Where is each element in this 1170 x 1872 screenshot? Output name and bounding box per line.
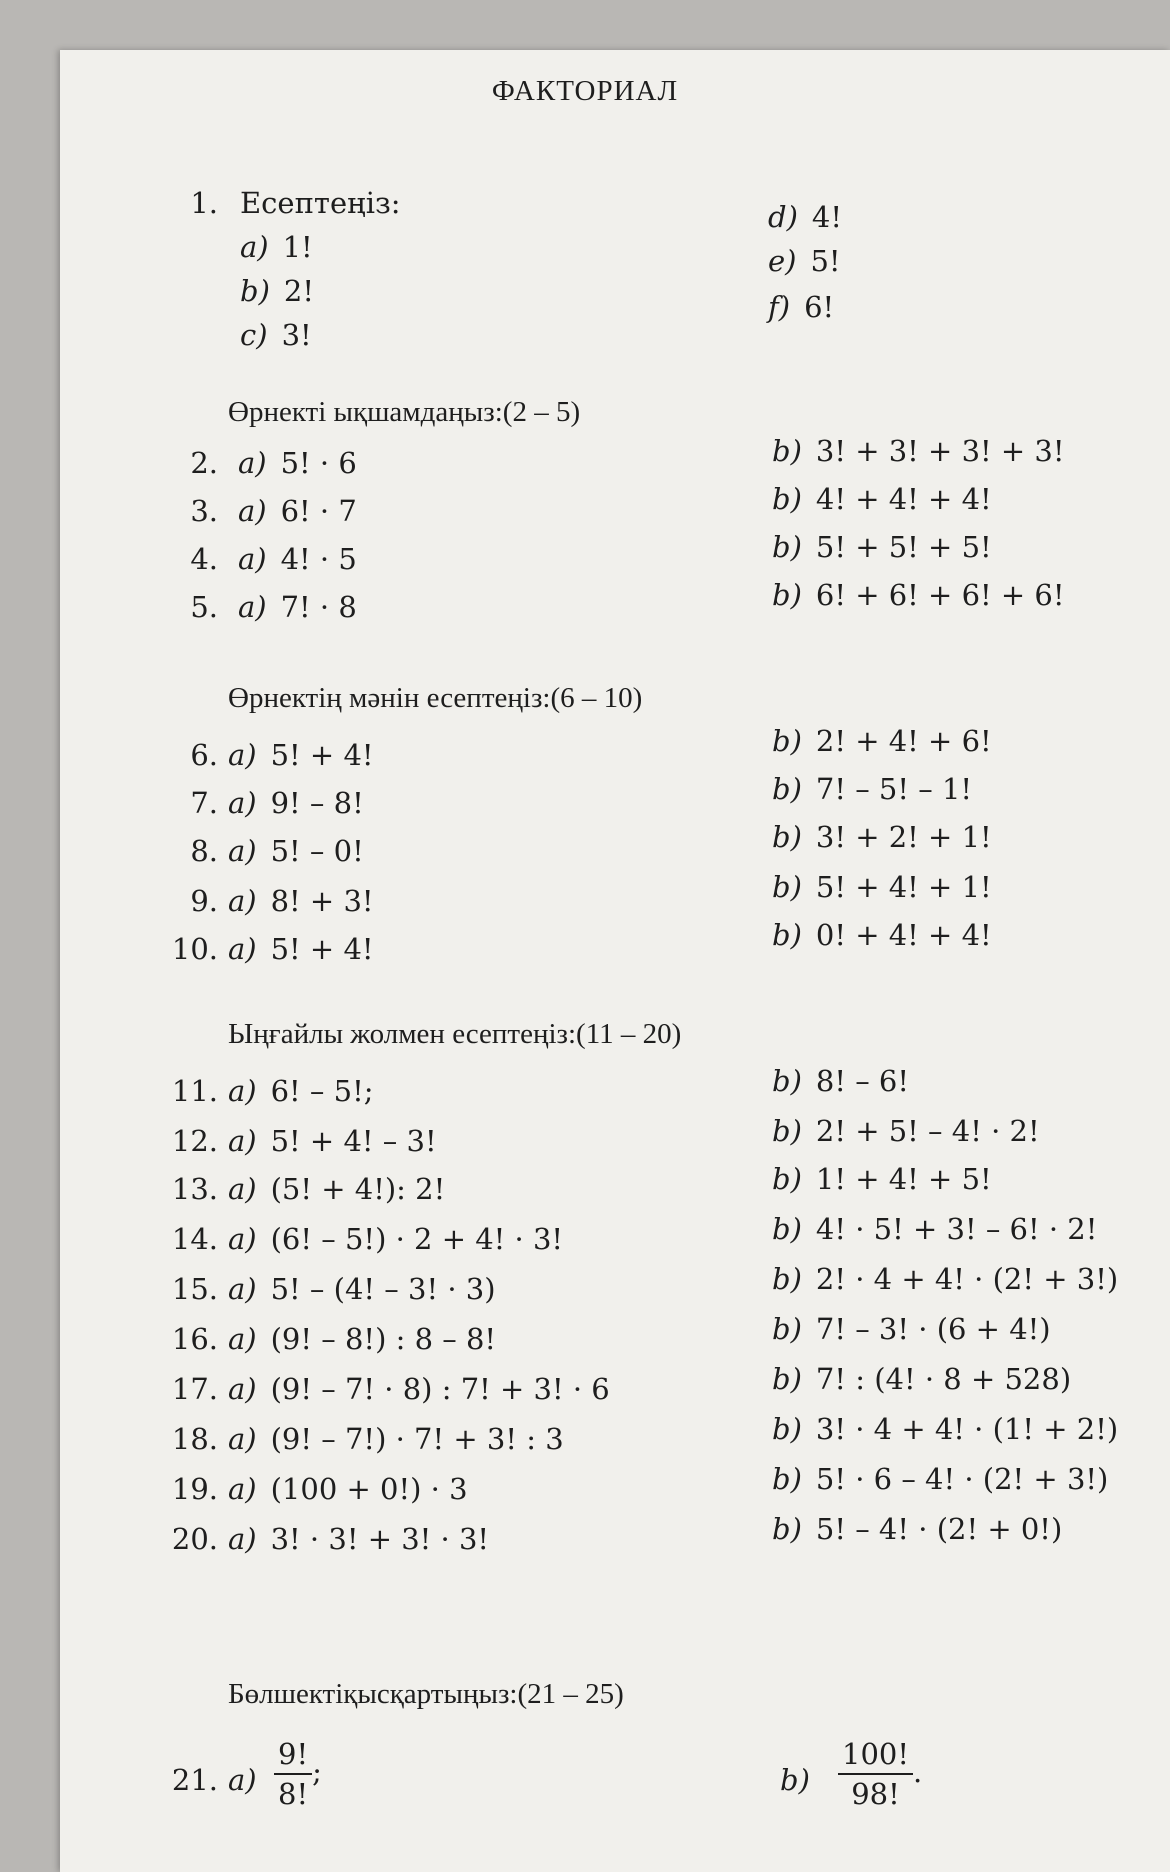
part-b-expression: 0! + 4! + 4! bbox=[815, 918, 992, 952]
problem-number: 1. bbox=[190, 186, 218, 220]
item-label: a) bbox=[228, 1763, 257, 1797]
problem-number: 9. bbox=[190, 884, 218, 918]
item-label: a) bbox=[238, 446, 267, 480]
problem-row bbox=[0, 1064, 1170, 1114]
item-label: a) bbox=[228, 1222, 257, 1256]
problem-row bbox=[0, 482, 1170, 534]
part-b-expression: 4! · 5! + 3! – 6! · 2! bbox=[815, 1212, 1098, 1246]
item-label: b) bbox=[772, 530, 802, 564]
part-b-expression: 6! + 6! + 6! + 6! bbox=[815, 578, 1065, 612]
problem-number: 11. bbox=[171, 1074, 218, 1108]
item-label: b) bbox=[772, 578, 802, 612]
part-b-expression: 3! + 3! + 3! + 3! bbox=[815, 434, 1065, 468]
fraction-a bbox=[274, 1735, 312, 1813]
item-label: b) bbox=[772, 772, 802, 806]
fraction-numerator: 9! bbox=[274, 1735, 312, 1775]
part-a-expression: 5! + 4! bbox=[270, 932, 374, 966]
problem-row bbox=[0, 1162, 1170, 1212]
item-label: a) bbox=[240, 230, 269, 264]
problem-row bbox=[0, 1512, 1170, 1562]
part-a-expression: 5! – (4! – 3! · 3) bbox=[270, 1272, 496, 1306]
problem-number: 13. bbox=[171, 1172, 218, 1206]
item-label: a) bbox=[228, 1422, 257, 1456]
item-label: b) bbox=[772, 724, 802, 758]
problem-21-row bbox=[0, 1735, 1170, 1835]
problem-number: 5. bbox=[190, 590, 218, 624]
item-expression: 2! bbox=[283, 274, 314, 308]
item-label: a) bbox=[228, 1322, 257, 1356]
problem-row bbox=[0, 1114, 1170, 1164]
item-label: a) bbox=[228, 932, 257, 966]
part-a-expression: 6! – 5!; bbox=[270, 1074, 374, 1108]
item-label: a) bbox=[228, 1272, 257, 1306]
part-b-expression: 4! + 4! + 4! bbox=[815, 482, 992, 516]
part-b-expression: 2! + 4! + 6! bbox=[815, 724, 992, 758]
item-label: a) bbox=[228, 1172, 257, 1206]
item-label: d) bbox=[768, 200, 798, 234]
problem-1-prompt: Есептеңіз: bbox=[240, 186, 401, 220]
part-b-expression: 5! + 5! + 5! bbox=[815, 530, 992, 564]
item-label: e) bbox=[768, 244, 797, 278]
fraction-b bbox=[838, 1735, 913, 1813]
part-b-expression: 1! + 4! + 5! bbox=[815, 1162, 992, 1196]
problem-number: 3. bbox=[190, 494, 218, 528]
item-label: a) bbox=[228, 1522, 257, 1556]
problem-row bbox=[0, 578, 1170, 630]
part-b-expression: 5! – 4! · (2! + 0!) bbox=[815, 1512, 1063, 1546]
item-label: a) bbox=[228, 884, 257, 918]
part-b-expression: 7! : (4! · 8 + 528) bbox=[815, 1362, 1072, 1396]
problem-row bbox=[0, 1412, 1170, 1462]
item-label: a) bbox=[238, 494, 267, 528]
problem-number: 7. bbox=[190, 786, 218, 820]
problem-1-item-d bbox=[0, 200, 1170, 240]
item-label: b) bbox=[772, 1262, 802, 1296]
item-label: b) bbox=[772, 1512, 802, 1546]
problem-1-item-f bbox=[0, 290, 1170, 330]
problem-row bbox=[0, 530, 1170, 582]
item-label: b) bbox=[772, 1114, 802, 1148]
problem-number: 10. bbox=[171, 932, 218, 966]
problem-number: 15. bbox=[171, 1272, 218, 1306]
part-b-expression: 8! – 6! bbox=[815, 1064, 910, 1098]
item-label: f) bbox=[768, 290, 791, 324]
item-label: b) bbox=[772, 1064, 802, 1098]
part-b-expression: 2! + 5! – 4! · 2! bbox=[815, 1114, 1040, 1148]
problem-number: 20. bbox=[171, 1522, 218, 1556]
part-b-expression: 2! · 4 + 4! · (2! + 3!) bbox=[815, 1262, 1119, 1296]
problem-number: 21. bbox=[171, 1763, 218, 1797]
problem-number: 17. bbox=[171, 1372, 218, 1406]
part-a-expression: 4! · 5 bbox=[280, 542, 357, 576]
part-a-expression: 8! + 3! bbox=[270, 884, 374, 918]
page-title: ФАКТОРИАЛ bbox=[491, 75, 679, 107]
part-a-expression: 6! · 7 bbox=[280, 494, 357, 528]
fraction-a-tail: ; bbox=[312, 1755, 322, 1789]
item-label: b) bbox=[772, 1162, 802, 1196]
item-label: b) bbox=[772, 820, 802, 854]
problem-row bbox=[0, 1362, 1170, 1412]
part-a-expression: 5! · 6 bbox=[280, 446, 357, 480]
part-b-expression: 7! – 5! – 1! bbox=[815, 772, 973, 806]
item-label: b) bbox=[240, 274, 270, 308]
section-heading-simplify: Өрнекті ықшамдаңыз:(2 – 5) bbox=[228, 396, 581, 428]
item-expression: 4! bbox=[811, 200, 842, 234]
item-label: a) bbox=[228, 1124, 257, 1158]
part-b-expression: 7! – 3! · (6 + 4!) bbox=[815, 1312, 1051, 1346]
item-label: b) bbox=[772, 1462, 802, 1496]
problem-row bbox=[0, 772, 1170, 826]
problem-number: 2. bbox=[190, 446, 218, 480]
problem-number: 18. bbox=[171, 1422, 218, 1456]
item-label: a) bbox=[228, 1074, 257, 1108]
problem-number: 6. bbox=[190, 738, 218, 772]
part-a-expression: (9! – 8!) : 8 – 8! bbox=[270, 1322, 497, 1356]
fraction-denominator: 98! bbox=[851, 1777, 900, 1811]
item-label: b) bbox=[772, 1362, 802, 1396]
fraction-b-tail: . bbox=[913, 1755, 923, 1789]
problem-number: 8. bbox=[190, 834, 218, 868]
problem-row bbox=[0, 1212, 1170, 1262]
part-a-expression: 3! · 3! + 3! · 3! bbox=[270, 1522, 490, 1556]
item-label: b) bbox=[772, 482, 802, 516]
problem-row bbox=[0, 820, 1170, 874]
problem-row bbox=[0, 1312, 1170, 1362]
part-a-expression: 5! + 4! – 3! bbox=[270, 1124, 437, 1158]
problem-row bbox=[0, 434, 1170, 486]
item-label: a) bbox=[228, 1472, 257, 1506]
problem-row bbox=[0, 918, 1170, 972]
item-label: a) bbox=[238, 542, 267, 576]
problem-number: 12. bbox=[171, 1124, 218, 1158]
item-label: b) bbox=[772, 434, 802, 468]
part-a-expression: (9! – 7! · 8) : 7! + 3! · 6 bbox=[270, 1372, 610, 1406]
item-label: b) bbox=[772, 870, 802, 904]
problem-row bbox=[0, 1462, 1170, 1512]
problem-number: 19. bbox=[171, 1472, 218, 1506]
item-label: b) bbox=[780, 1763, 810, 1797]
section-heading-reduce-fraction: Бөлшектіқысқартыңыз:(21 – 25) bbox=[228, 1678, 624, 1710]
part-a-expression: 9! – 8! bbox=[270, 786, 364, 820]
item-label: a) bbox=[228, 1372, 257, 1406]
item-label: b) bbox=[772, 918, 802, 952]
part-a-expression: (100 + 0!) · 3 bbox=[270, 1472, 468, 1506]
problem-1-item-e bbox=[0, 244, 1170, 284]
problem-number: 4. bbox=[190, 542, 218, 576]
part-a-expression: (6! – 5!) · 2 + 4! · 3! bbox=[270, 1222, 564, 1256]
part-b-expression: 3! + 2! + 1! bbox=[815, 820, 992, 854]
item-label: b) bbox=[772, 1212, 802, 1246]
part-a-expression: 5! + 4! bbox=[270, 738, 374, 772]
part-b-expression: 3! · 4 + 4! · (1! + 2!) bbox=[815, 1412, 1119, 1446]
problem-row bbox=[0, 724, 1170, 778]
item-label: a) bbox=[238, 590, 267, 624]
section-heading-evaluate: Өрнектің мәнін есептеңіз:(6 – 10) bbox=[228, 682, 643, 714]
problem-number: 14. bbox=[171, 1222, 218, 1256]
item-expression: 1! bbox=[282, 230, 313, 264]
part-b-expression: 5! + 4! + 1! bbox=[815, 870, 992, 904]
item-label: c) bbox=[240, 318, 268, 352]
part-a-expression: (5! + 4!): 2! bbox=[270, 1172, 446, 1206]
item-label: b) bbox=[772, 1312, 802, 1346]
item-label: a) bbox=[228, 738, 257, 772]
item-expression: 6! bbox=[804, 290, 835, 324]
part-a-expression: 7! · 8 bbox=[280, 590, 357, 624]
section-heading-convenient: Ыңғайлы жолмен есептеңіз:(11 – 20) bbox=[228, 1018, 682, 1050]
part-b-expression: 5! · 6 – 4! · (2! + 3!) bbox=[815, 1462, 1109, 1496]
fraction-denominator: 8! bbox=[278, 1777, 309, 1811]
problem-row bbox=[0, 1262, 1170, 1312]
item-label: b) bbox=[772, 1412, 802, 1446]
problem-number: 16. bbox=[171, 1322, 218, 1356]
problem-row bbox=[0, 870, 1170, 924]
item-expression: 3! bbox=[281, 318, 312, 352]
item-expression: 5! bbox=[810, 244, 841, 278]
part-a-expression: (9! – 7!) · 7! + 3! : 3 bbox=[270, 1422, 564, 1456]
fraction-numerator: 100! bbox=[838, 1735, 913, 1775]
part-a-expression: 5! – 0! bbox=[270, 834, 364, 868]
item-label: a) bbox=[228, 834, 257, 868]
item-label: a) bbox=[228, 786, 257, 820]
